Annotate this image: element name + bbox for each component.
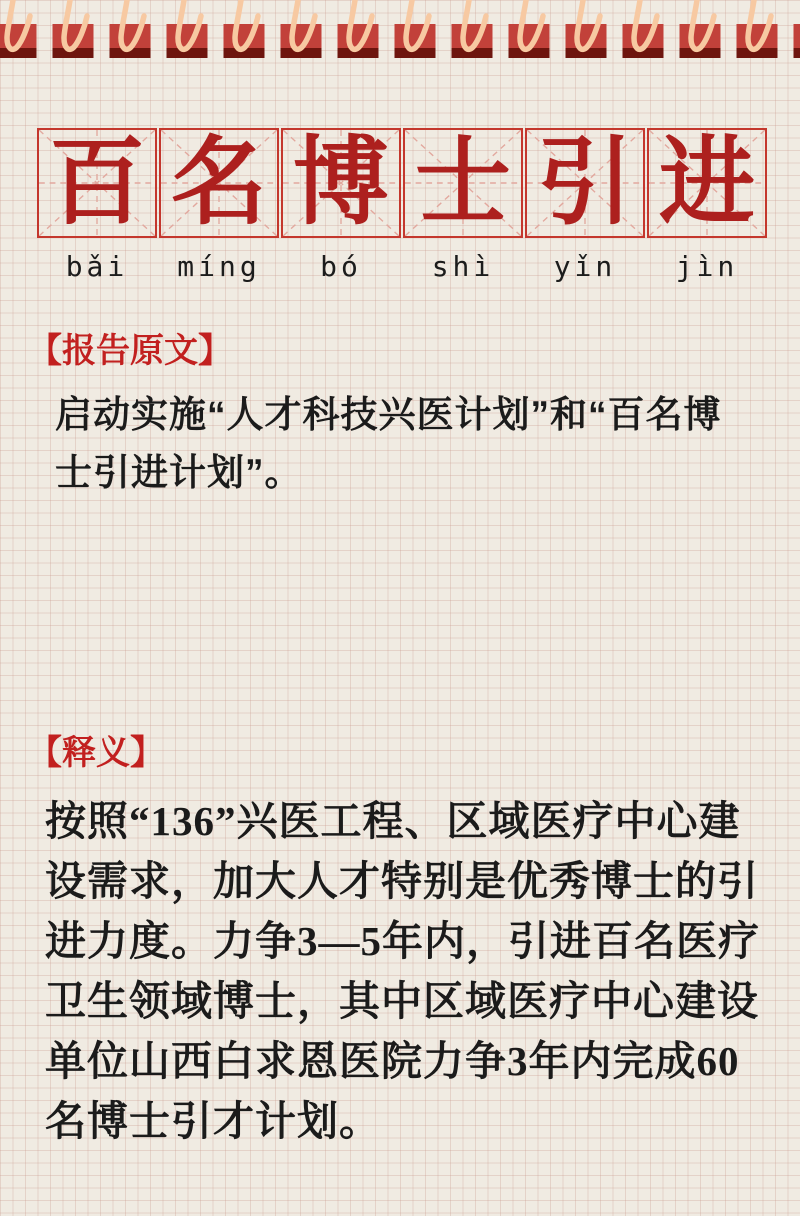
character-box [647,128,767,238]
pinyin-label: yǐn [553,250,617,283]
pinyin-label: bó [320,250,362,283]
title-character: 名 [171,129,267,236]
section-interpretation [0,732,800,1151]
section-heading: 【报告原文】 [28,332,232,370]
title-character: 引 [537,129,633,236]
section-body: 按照“136”兴医工程、区域医疗中心建设需求，加大人才特别是优秀博士的引进力度。力争3—5年内，引进百名医疗卫生领域博士，其中区域医疗中心建设单位山西白求恩医院力争3年内完成60名博士引才计划。 [45,797,760,1144]
title-character: 博 [293,129,389,236]
character-box [281,128,401,238]
section-report-text [0,330,800,502]
section-heading: 【释义】 [28,734,164,772]
pinyin-label: míng [177,250,261,283]
title-character: 士 [415,129,511,236]
title-character-grid [37,128,765,238]
character-box [525,128,645,238]
title-character: 百 [49,129,145,236]
character-box [37,128,157,238]
pinyin-row [37,250,765,283]
section-body: 启动实施“人才科技兴医计划”和“百名博士引进计划”。 [55,393,722,493]
pinyin-label: shì [431,250,495,283]
title-character: 进 [659,129,755,236]
notebook-binding [0,0,800,62]
pinyin-label: jìn [675,250,739,283]
pinyin-label: bǎi [65,250,129,283]
character-box [403,128,523,238]
character-box [159,128,279,238]
